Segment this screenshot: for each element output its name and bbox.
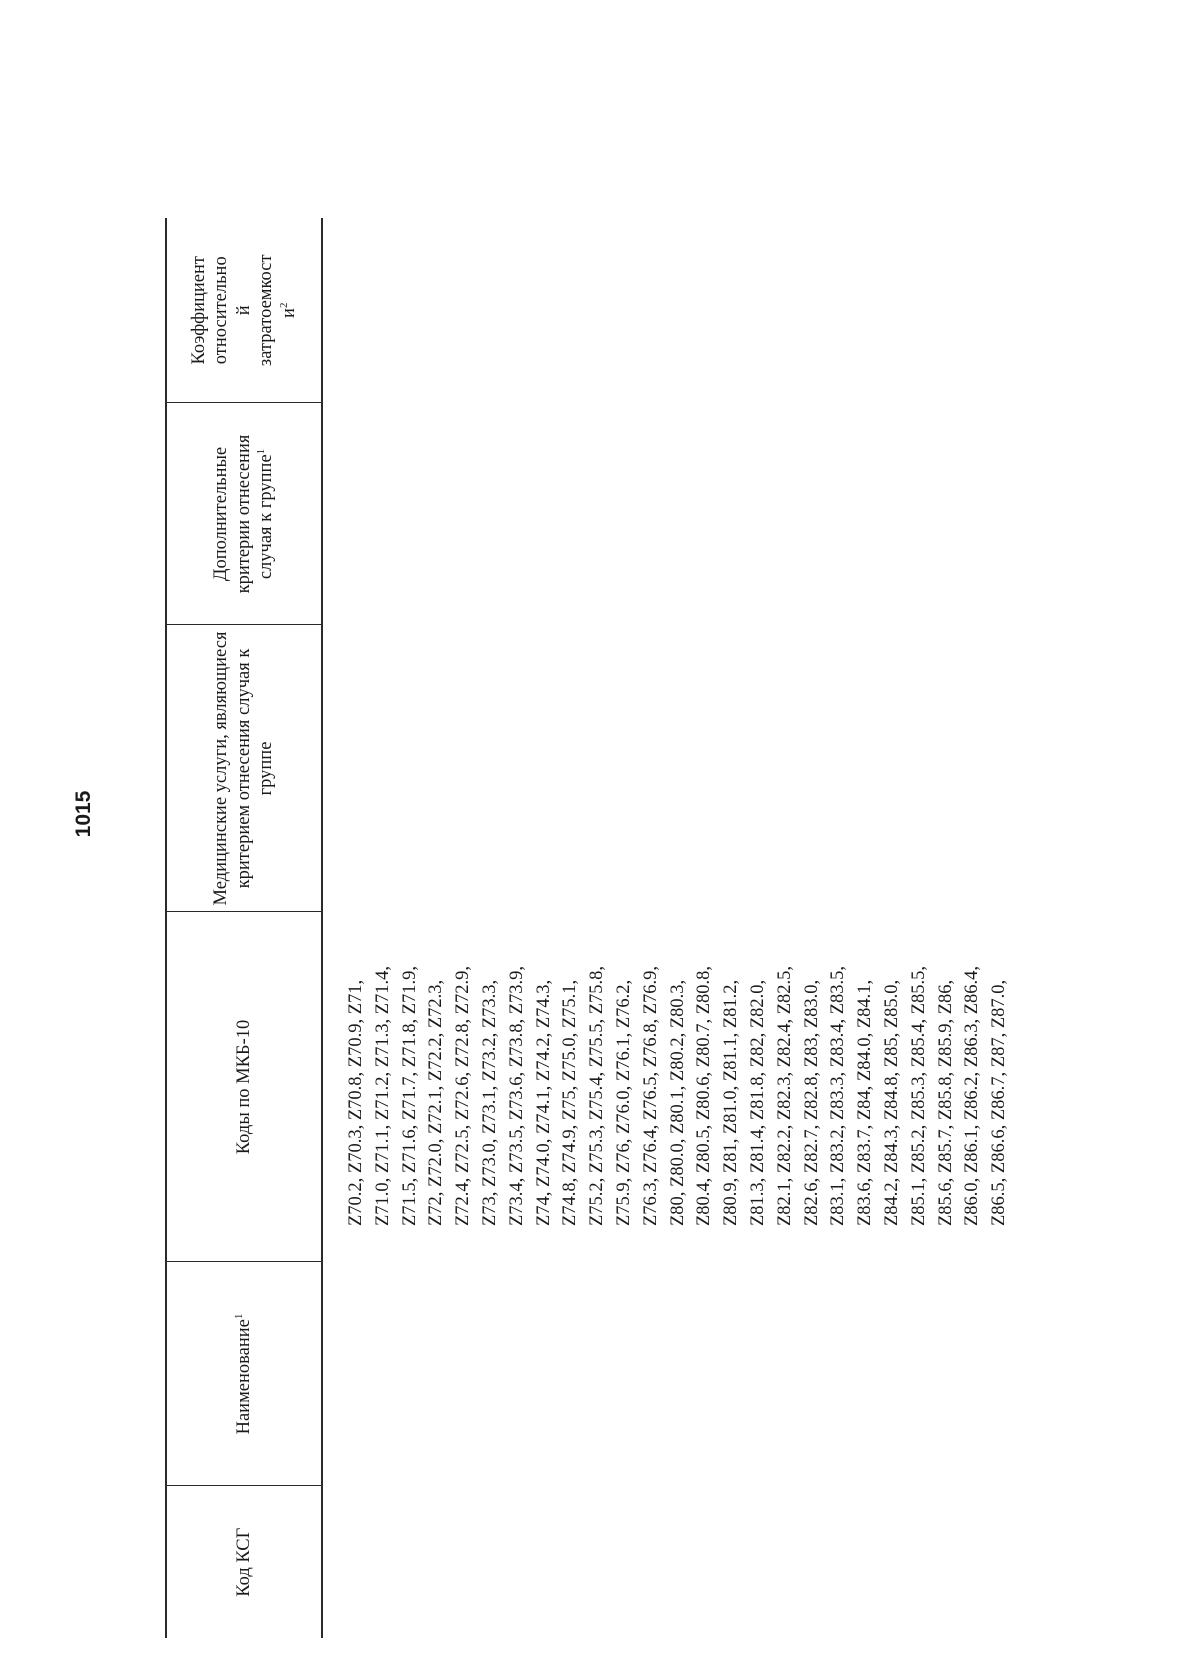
- header-name: Наименование$^1$: [166, 1262, 322, 1486]
- icd10-code-line: Z76.3, Z76.4, Z76.5, Z76.8, Z76.9,: [640, 965, 661, 1226]
- icd10-code-line: Z73, Z73.0, Z73.1, Z73.2, Z73.3,: [479, 979, 500, 1226]
- icd10-code-line: Z86.0, Z86.1, Z86.2, Z86.3, Z86.4,: [962, 965, 983, 1226]
- cell-additional-criteria: [322, 403, 1013, 625]
- icd10-code-line: Z71.5, Z71.6, Z71.7, Z71.8, Z71.9,: [399, 965, 420, 1226]
- ksg-table: [165, 218, 1013, 1638]
- cell-icd10-codes: [322, 912, 1013, 1262]
- icd10-code-line: Z74, Z74.0, Z74.1, Z74.2, Z74.3,: [533, 979, 554, 1226]
- table-header-row: [166, 218, 322, 1638]
- icd10-code-line: Z72.4, Z72.5, Z72.6, Z72.8, Z72.9,: [453, 965, 474, 1226]
- icd10-code-line: Z71.0, Z71.1, Z71.2, Z71.3, Z71.4,: [372, 965, 393, 1226]
- header-code-ksg: Код КСГ: [166, 1486, 322, 1638]
- icd10-code-line: Z80, Z80.0, Z80.1, Z80.2, Z80.3,: [667, 979, 688, 1226]
- icd10-code-line: Z82.6, Z82.7, Z82.8, Z83, Z83.0,: [801, 979, 822, 1226]
- header-icd10-codes: Коды по МКБ-10: [166, 912, 322, 1262]
- cell-code-ksg: [322, 1486, 1013, 1638]
- icd10-code-line: Z85.6, Z85.7, Z85.8, Z85.9, Z86,: [935, 979, 956, 1226]
- cell-medical-services: [322, 625, 1013, 912]
- header-medical-services: Медицинские услуги, являющиеся критерием отнесения случая к группе: [166, 625, 322, 912]
- icd10-code-line: Z83.6, Z83.7, Z84, Z84.0, Z84.1,: [855, 979, 876, 1226]
- cell-name: [322, 1262, 1013, 1486]
- icd10-code-line: Z85.1, Z85.2, Z85.3, Z85.4, Z85.5,: [908, 965, 929, 1226]
- footnote-mark: 2: [277, 302, 290, 309]
- icd10-code-list: [343, 912, 1013, 1226]
- icd10-code-line: Z84.2, Z84.3, Z84.8, Z85, Z85.0,: [881, 979, 902, 1226]
- icd10-code-line: Z80.9, Z81, Z81.0, Z81.1, Z81.2,: [721, 979, 742, 1226]
- icd10-code-line: Z75.9, Z76, Z76.0, Z76.1, Z76.2,: [613, 979, 634, 1226]
- icd10-code-line: Z83.1, Z83.2, Z83.3, Z83.4, Z83.5,: [828, 965, 849, 1226]
- icd10-code-line: Z74.8, Z74.9, Z75, Z75.0, Z75.1,: [560, 979, 581, 1226]
- footnote-mark: 1: [255, 448, 268, 455]
- icd10-code-line: Z86.5, Z86.6, Z86.7, Z87, Z87.0,: [989, 979, 1010, 1226]
- header-cost-coefficient: Коэффициент относительно й затратоемкост $и^2$: [166, 218, 322, 403]
- cell-coefficient: [322, 218, 1013, 403]
- header-additional-criteria: Дополнительные критерии отнесения случая к группе$^1$: [166, 403, 322, 625]
- icd10-code-line: Z82.1, Z82.2, Z82.3, Z82.4, Z82.5,: [774, 965, 795, 1226]
- icd10-code-line: Z75.2, Z75.3, Z75.4, Z75.5, Z75.8,: [587, 965, 608, 1226]
- icd10-code-line: Z70.2, Z70.3, Z70.8, Z70.9, Z71,: [346, 979, 366, 1226]
- icd10-code-line: Z72, Z72.0, Z72.1, Z72.2, Z72.3,: [426, 979, 447, 1226]
- icd10-code-line: Z80.4, Z80.5, Z80.6, Z80.7, Z80.8,: [694, 965, 715, 1226]
- page-number: 1015: [72, 790, 95, 838]
- footnote-mark: 1: [232, 1313, 245, 1320]
- icd10-code-line: Z81.3, Z81.4, Z81.8, Z82, Z82.0,: [747, 979, 768, 1226]
- table-row: [322, 218, 1013, 1638]
- icd10-code-line: Z73.4, Z73.5, Z73.6, Z73.8, Z73.9,: [506, 965, 527, 1226]
